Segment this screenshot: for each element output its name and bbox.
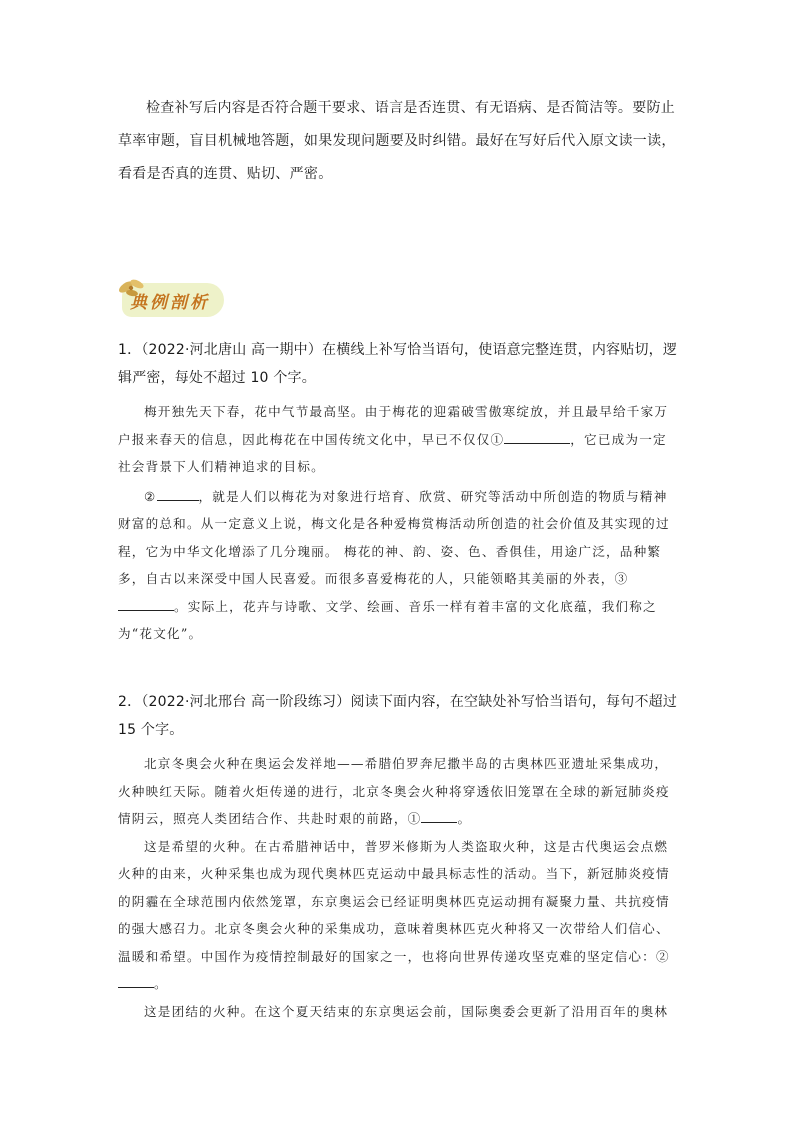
question-1-header [118,336,680,392]
question-1 [118,336,680,648]
blank-marker: ① [407,811,422,826]
passage-text: 。实际上，花卉与诗歌、文学、绘画、音乐一样有着丰富的文化底蕴，我们称之为“花文化”。 [118,598,657,641]
passage-text: 。 [154,976,168,991]
passage-paragraph [118,483,680,648]
answer-blank-2[interactable] [157,486,199,501]
passage-paragraph [118,833,680,998]
question-2 [118,688,680,1025]
passage-text: 梅开独先天下春，花中气节最高坚。由于梅花的迎霜破雪傲寒绽放，并且最早给千家万户报来春天的信息，因此梅花在中国传统文化中，早已不仅仅 [118,404,669,447]
question-number: 2． [118,694,142,710]
section-banner [116,276,226,320]
passage-text: 这是团结的火种。在这个夏天结束的东京奥运会前，国际奥委会更新了沿用百年的奥林 [144,1003,669,1019]
answer-blank-3[interactable] [118,596,174,611]
blank-marker: ③ [614,571,629,586]
answer-blank-1[interactable] [504,429,570,444]
question-number: 1． [118,342,142,358]
passage-paragraph [118,998,680,1026]
passage-text: ，它已成为一定社会背景下人们精神追求的目标。 [118,431,667,474]
blank-marker: ② [144,488,157,504]
passage-text: 。 [457,811,472,826]
question-instruction: 在横线上补写恰当语句，使语意完整连贯，内容贴切，逻辑严密，每处不超过 10 个字。 [118,342,678,386]
passage-text: ，就是人们以梅花为对象进行培育、欣赏、研究等活动中所创造的物质与精神财富的总和。从一定意义上说，梅文化是各种爱梅赏梅活动所创造的社会价值及其实现的过程，它为中华文化增添了几分瑰丽。 梅花的神、韵、姿、色、香俱佳，用途广泛，品种繁多，自古以来深受中国人民喜爱。而很多喜爱梅花的人，只能领略其美丽的外表， [118,488,670,586]
intro-paragraph: 检查补写后内容是否符合题干要求、语言是否连贯、有无语病、是否简洁等。要防止草率审题，盲目机械地答题，如果发现问题要及时纠错。最好在写好后代入原文读一读，看看是否真的连贯、贴切、严密。 [118,100,676,182]
blank-marker: ① [490,431,505,447]
question-source: （2022·河北唐山 高一期中） [141,342,323,358]
passage-paragraph [118,750,680,833]
section-title: 典例剖析 [130,293,210,313]
answer-blank-2[interactable] [118,973,154,988]
question-1-passage [118,398,680,648]
passage-paragraph [118,398,680,481]
passage-text: 这是希望的火种。在古希腊神话中，普罗米修斯为人类盗取火种，这是古代奥运会点燃火种的由来，火种采集也成为现代奥林匹克运动中最具标志性的活动。当下，新冠肺炎疫情的阴霾在全球范围内依然笼罩，东京奥运会已经证明奥林匹克运动拥有凝聚力量、共抗疫情的强大感召力。北京冬奥会火种的采集成功，意味着奥林匹克火种将又一次带给人们信心、温暖和希望。中国作为疫情控制最好的国家之一，也将向世界传递攻坚克难的坚定信心： [118,838,670,964]
question-instruction: 阅读下面内容，在空缺处补写恰当语句，每句不超过 15 个字。 [118,694,678,738]
blank-marker: ② [655,948,670,964]
question-2-passage [118,750,680,1025]
question-2-header [118,688,680,744]
question-source: （2022·河北邢台 高一阶段练习） [141,694,351,710]
passage-text: 北京冬奥会火种在奥运会发祥地——希腊伯罗奔尼撒半岛的古奥林匹亚遗址采集成功，火种映红天际。随着火炬传递的进行，北京冬奥会火种将穿透依旧笼罩在全球的新冠肺炎疫情阴云，照亮人类团结合作、共赴时艰的前路， [118,756,670,826]
answer-blank-1[interactable] [421,808,457,823]
